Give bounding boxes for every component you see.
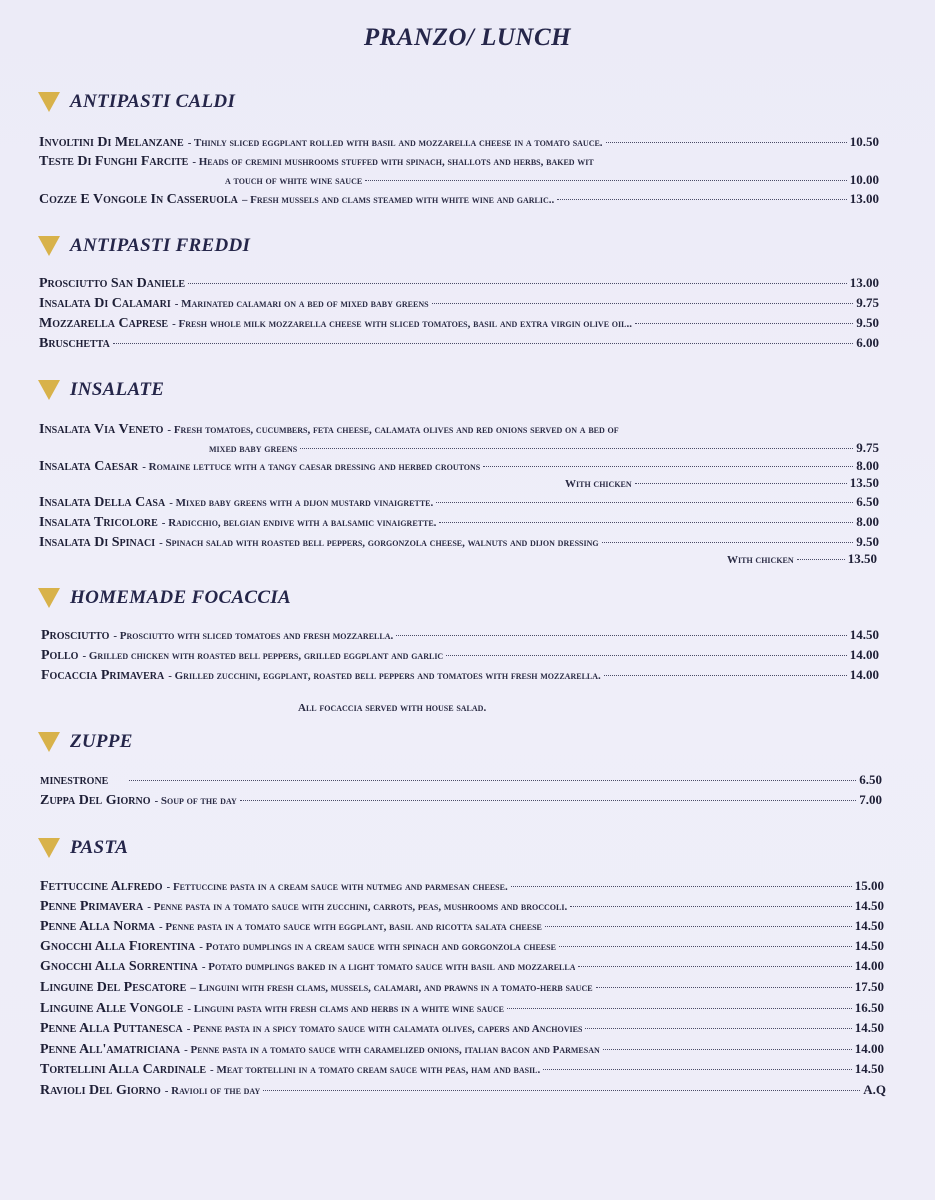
triangle-bullet-icon bbox=[38, 380, 60, 400]
item-name: Penne Alla Norma bbox=[40, 919, 156, 934]
item-description: - Penne pasta in a tomato sauce with eggplant, basil and ricotta salata cheese bbox=[159, 921, 542, 933]
dot-leader bbox=[113, 343, 853, 344]
dot-leader bbox=[635, 323, 853, 324]
item-description: - Grilled chicken with roasted bell peppers, grilled eggplant and garlic bbox=[82, 650, 444, 662]
item-description: - Fresh whole milk mozzarella cheese with sliced tomatoes, basil and extra virgin olive oil.. bbox=[172, 318, 632, 330]
item-description: - Fettuccine pasta in a cream sauce with nutmeg and parmesan cheese. bbox=[166, 881, 508, 893]
item-description: – Fresh mussels and clams steamed with white wine and garlic.. bbox=[241, 194, 555, 206]
section-title: HOMEMADE FOCACCIA bbox=[70, 587, 292, 608]
item-name: Penne All'amatriciana bbox=[40, 1042, 181, 1057]
item-name: Insalata Via Veneto bbox=[39, 422, 164, 437]
extra-label: With chicken bbox=[565, 478, 632, 490]
menu-item bbox=[40, 898, 884, 916]
item-description: - Potato dumplings in a cream sauce with spinach and gorgonzola cheese bbox=[199, 941, 556, 953]
item-description: - Linguini pasta with fresh clams and herbs in a white wine sauce bbox=[187, 1003, 504, 1015]
dot-leader bbox=[635, 483, 847, 484]
item-price: 9.75 bbox=[856, 440, 879, 455]
item-name: Focaccia Primavera bbox=[41, 668, 165, 683]
section-header-zuppe bbox=[38, 730, 133, 754]
menu-item bbox=[40, 1041, 884, 1059]
menu-item-continuation bbox=[225, 172, 879, 188]
item-description-continued: mixed baby greens bbox=[209, 443, 298, 455]
menu-item bbox=[39, 514, 879, 532]
item-price: 13.00 bbox=[849, 275, 879, 290]
menu-item bbox=[40, 878, 884, 896]
dot-leader bbox=[507, 1008, 852, 1009]
dot-leader bbox=[557, 199, 846, 200]
item-description: - Penne pasta in a tomato sauce with caramelized onions, italian bacon and Parmesan bbox=[184, 1044, 600, 1056]
item-price: 16.50 bbox=[854, 1000, 884, 1015]
item-description: - Marinated calamari on a bed of mixed baby greens bbox=[174, 298, 429, 310]
dot-leader bbox=[797, 559, 845, 560]
item-price: 6.00 bbox=[856, 335, 879, 350]
focaccia-note: All focaccia served with house salad. bbox=[298, 702, 487, 714]
item-price: 9.50 bbox=[856, 315, 879, 330]
extra-price: 13.50 bbox=[847, 551, 877, 566]
dot-leader bbox=[511, 886, 852, 887]
item-description-continued: a touch of white wine sauce bbox=[225, 175, 363, 187]
item-price: 9.50 bbox=[856, 534, 879, 549]
dot-leader bbox=[365, 180, 847, 181]
dot-leader bbox=[602, 542, 854, 543]
item-description: - Penne pasta in a tomato sauce with zucchini, carrots, peas, mushrooms and broccoli. bbox=[147, 901, 568, 913]
item-name: Linguine Alle Vongole bbox=[40, 1001, 184, 1016]
section-header-antipasti-caldi bbox=[38, 90, 235, 114]
menu-item bbox=[40, 1082, 886, 1100]
dot-leader bbox=[585, 1028, 851, 1029]
triangle-bullet-icon bbox=[38, 838, 60, 858]
item-price: 7.00 bbox=[859, 792, 882, 807]
menu-item bbox=[39, 315, 879, 333]
item-price: 14.50 bbox=[854, 938, 884, 953]
item-price: 14.00 bbox=[854, 958, 884, 973]
menu-item bbox=[39, 295, 879, 313]
triangle-bullet-icon bbox=[38, 92, 60, 112]
item-name: Insalata Di Calamari bbox=[39, 296, 171, 311]
item-price: 15.00 bbox=[854, 878, 884, 893]
extra-label: With chicken bbox=[727, 554, 794, 566]
dot-leader bbox=[545, 926, 852, 927]
item-price: 14.00 bbox=[849, 667, 879, 682]
dot-leader bbox=[263, 1090, 860, 1091]
menu-item bbox=[40, 1000, 884, 1018]
menu-item bbox=[39, 134, 879, 152]
menu-item bbox=[40, 1061, 884, 1079]
item-description: - Romaine lettuce with a tangy caesar dressing and herbed croutons bbox=[142, 461, 481, 473]
item-price: 8.00 bbox=[856, 514, 879, 529]
item-price: 14.50 bbox=[849, 627, 879, 642]
item-description: - Ravioli of the day bbox=[164, 1085, 261, 1097]
item-name: Insalata Di Spinaci bbox=[39, 535, 156, 550]
dot-leader bbox=[483, 466, 853, 467]
section-header-focaccia bbox=[38, 586, 291, 610]
triangle-bullet-icon bbox=[38, 588, 60, 608]
dot-leader bbox=[603, 1049, 852, 1050]
item-name: Pollo bbox=[41, 648, 79, 663]
item-name: Teste Di Funghi Farcite bbox=[39, 154, 189, 169]
item-description: – Linguini with fresh clams, mussels, calamari, and prawns in a tomato-herb sauce bbox=[190, 982, 593, 994]
item-price: 10.00 bbox=[849, 172, 879, 187]
item-description: - Thinly sliced eggplant rolled with basil and mozzarella cheese in a tomato sauce. bbox=[187, 137, 603, 149]
item-price: 17.50 bbox=[854, 979, 884, 994]
item-description: - Radicchio, belgian endive with a balsamic vinaigrette. bbox=[161, 517, 437, 529]
item-price: 6.50 bbox=[859, 772, 882, 787]
item-description: - Spinach salad with roasted bell peppers, gorgonzola cheese, walnuts and dijon dressing bbox=[159, 537, 599, 549]
item-description: - Mixed baby greens with a dijon mustard vinaigrette. bbox=[169, 497, 434, 509]
menu-item bbox=[40, 772, 882, 790]
dot-leader bbox=[570, 906, 852, 907]
item-name: Fettuccine Alfredo bbox=[40, 879, 163, 894]
dot-leader bbox=[432, 303, 854, 304]
item-description: - Fresh tomatoes, cucumbers, feta cheese, calamata olives and red onions served on a bed of bbox=[167, 424, 619, 436]
section-header-insalate bbox=[38, 378, 164, 402]
triangle-bullet-icon bbox=[38, 236, 60, 256]
item-name: Linguine Del Pescatore bbox=[40, 980, 187, 995]
dot-leader bbox=[596, 987, 852, 988]
item-name: Tortellini Alla Cardinale bbox=[40, 1062, 207, 1077]
dot-leader bbox=[436, 502, 853, 503]
dot-leader bbox=[578, 966, 851, 967]
item-description: - Grilled zucchini, eggplant, roasted bell peppers and tomatoes with fresh mozzarella. bbox=[168, 670, 601, 682]
section-title: ANTIPASTI CALDI bbox=[70, 91, 236, 112]
dot-leader bbox=[129, 780, 856, 781]
menu-item bbox=[39, 534, 879, 552]
menu-item bbox=[41, 647, 879, 665]
item-name: Ravioli Del Giorno bbox=[40, 1083, 161, 1098]
section-header-pasta bbox=[38, 836, 128, 860]
item-name: Penne Primavera bbox=[40, 899, 144, 914]
item-price: 14.50 bbox=[854, 1061, 884, 1076]
item-name: Prosciutto bbox=[41, 628, 110, 643]
item-name: Cozze E Vongole In Casseruola bbox=[39, 192, 238, 207]
item-price: 14.50 bbox=[854, 1020, 884, 1035]
dot-leader bbox=[188, 283, 847, 284]
section-title: INSALATE bbox=[70, 379, 165, 400]
dot-leader bbox=[606, 142, 847, 143]
item-price: 13.00 bbox=[849, 191, 879, 206]
item-name: Bruschetta bbox=[39, 336, 110, 351]
item-price: 14.00 bbox=[849, 647, 879, 662]
item-name: Insalata Della Casa bbox=[39, 495, 166, 510]
extra-price: 13.50 bbox=[849, 475, 879, 490]
item-name: Gnocchi Alla Fiorentina bbox=[40, 939, 196, 954]
item-price: 6.50 bbox=[856, 494, 879, 509]
item-description: - Potato dumplings baked in a light tomato sauce with basil and mozzarella bbox=[201, 961, 576, 973]
menu-item bbox=[39, 275, 879, 293]
item-price: 8.00 bbox=[856, 458, 879, 473]
item-description: - Heads of cremini mushrooms stuffed with spinach, shallots and herbs, baked wit bbox=[192, 156, 594, 168]
item-name: Penne Alla Puttanesca bbox=[40, 1021, 183, 1036]
dot-leader bbox=[604, 675, 847, 676]
item-price: 10.50 bbox=[849, 134, 879, 149]
menu-item bbox=[39, 154, 879, 172]
menu-item bbox=[39, 335, 879, 353]
menu-item bbox=[40, 792, 882, 810]
item-description: - Meat tortellini in a tomato cream sauce with peas, ham and basil. bbox=[210, 1064, 541, 1076]
dot-leader bbox=[439, 522, 853, 523]
item-price: 14.50 bbox=[854, 898, 884, 913]
dot-leader bbox=[543, 1069, 851, 1070]
menu-item bbox=[39, 191, 879, 209]
dot-leader bbox=[300, 448, 853, 449]
menu-item-extra bbox=[565, 475, 879, 491]
item-name: Insalata Tricolore bbox=[39, 515, 158, 530]
item-name: Mozzarella Caprese bbox=[39, 316, 169, 331]
menu-item bbox=[41, 667, 879, 685]
item-name: minestrone bbox=[40, 773, 109, 788]
item-price: 14.00 bbox=[854, 1041, 884, 1056]
dot-leader bbox=[559, 946, 852, 947]
menu-item bbox=[40, 918, 884, 936]
menu-item-continuation bbox=[209, 440, 879, 456]
item-name: Gnocchi Alla Sorrentina bbox=[40, 959, 198, 974]
item-name: Zuppa Del Giorno bbox=[40, 793, 151, 808]
dot-leader bbox=[396, 635, 847, 636]
menu-item bbox=[40, 979, 884, 997]
menu-item-extra bbox=[727, 551, 877, 567]
menu-item bbox=[39, 458, 879, 476]
item-price: 14.50 bbox=[854, 918, 884, 933]
menu-item bbox=[40, 958, 884, 976]
item-description: - Penne pasta in a spicy tomato sauce with calamata olives, capers and Anchovies bbox=[186, 1023, 583, 1035]
menu-item bbox=[40, 1020, 884, 1038]
menu-item bbox=[41, 627, 879, 645]
menu-item bbox=[39, 422, 879, 440]
menu-item bbox=[40, 938, 884, 956]
item-description: - Prosciutto with sliced tomatoes and fresh mozzarella. bbox=[113, 630, 394, 642]
dot-leader bbox=[240, 800, 856, 801]
section-header-antipasti-freddi bbox=[38, 234, 250, 258]
section-title: ZUPPE bbox=[70, 731, 133, 752]
item-name: Involtini Di Melanzane bbox=[39, 135, 184, 150]
item-price: A.Q bbox=[863, 1082, 886, 1097]
item-name: Prosciutto San Daniele bbox=[39, 276, 186, 291]
item-description: - Soup of the day bbox=[154, 795, 237, 807]
triangle-bullet-icon bbox=[38, 732, 60, 752]
section-title: PASTA bbox=[70, 837, 129, 858]
menu-item bbox=[39, 494, 879, 512]
dot-leader bbox=[446, 655, 847, 656]
item-name: Insalata Caesar bbox=[39, 459, 139, 474]
page-title: PRANZO/ LUNCH bbox=[363, 24, 572, 51]
item-price: 9.75 bbox=[856, 295, 879, 310]
section-title: ANTIPASTI FREDDI bbox=[70, 235, 251, 256]
